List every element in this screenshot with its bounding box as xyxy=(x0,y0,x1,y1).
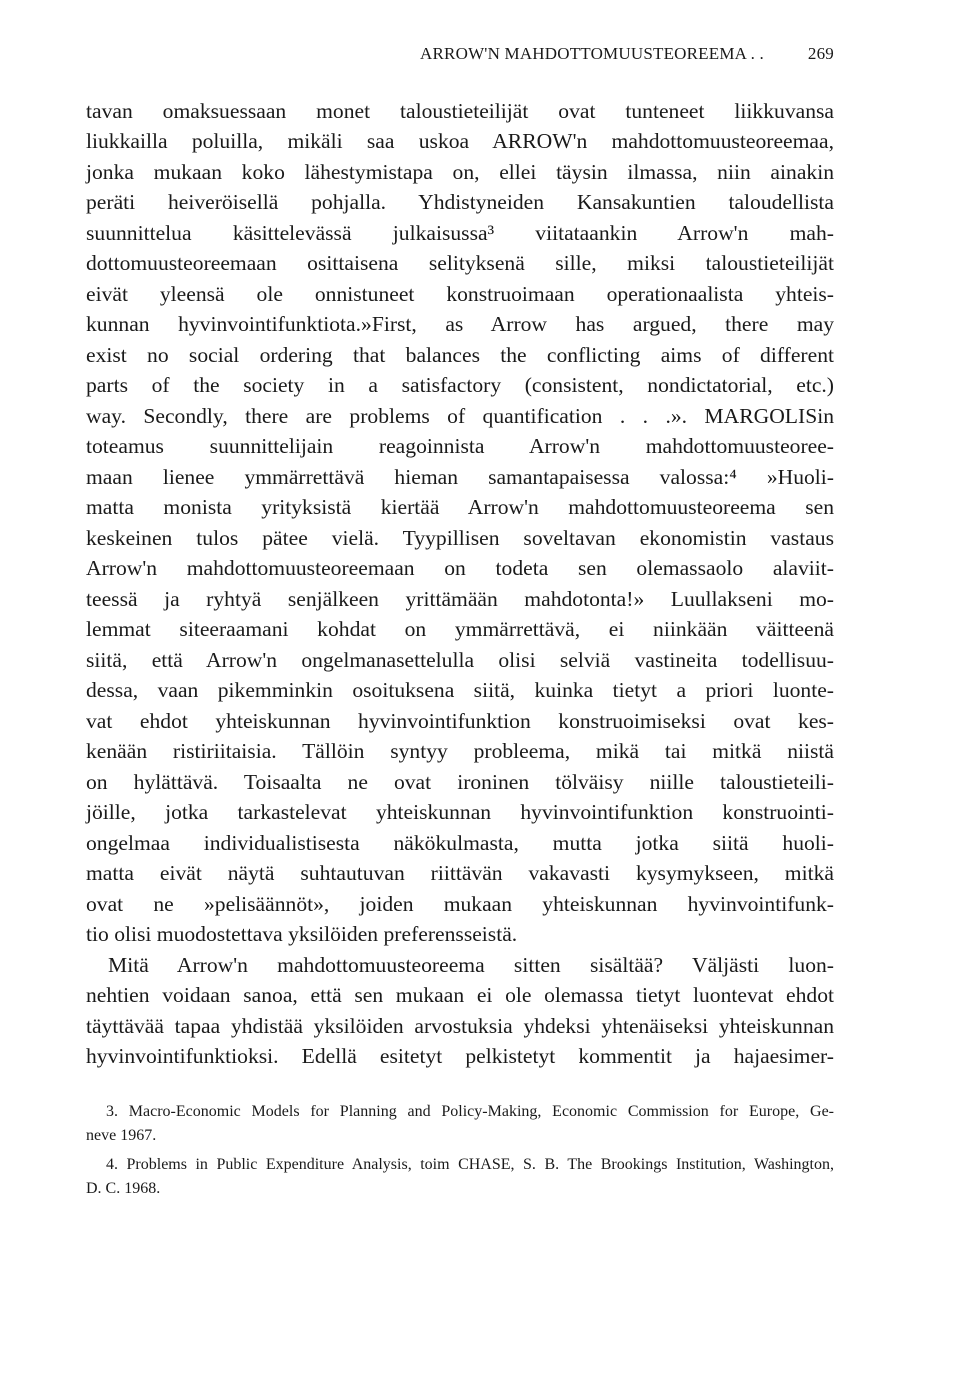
footnote-line: 3. Macro-Economic Models for Planning and Policy-Making, Economic Commission for Europe, Ge- xyxy=(106,1103,834,1120)
text-line: dessa, vaan pikemminkin osoituksena siitä, kuinka tietyt a priori luonte- xyxy=(86,678,834,702)
text-line: siitä, että Arrow'n ongelmanasettelulla olisi selviä vastineita todellisuu- xyxy=(86,648,834,672)
text-line: Arrow'n mahdottomuusteoreemaan on todeta sen olemassaolo alaviit- xyxy=(86,556,834,580)
text-line: parts of the society in a satisfactory (consistent, nondictatorial, etc.) xyxy=(86,373,834,397)
text-line: ongelmaa individualistisesta näkökulmasta, mutta jotka siitä huoli- xyxy=(86,831,834,855)
text-line: liukkailla poluilla, mikäli saa uskoa ARROW'n mahdottomuusteoreemaa, xyxy=(86,129,834,153)
text-line: suunnittelua käsittelevässä julkaisussa³ viitataankin Arrow'n mah- xyxy=(86,221,834,245)
text-line: tavan omaksuessaan monet taloustieteilijät ovat tunteneet liikkuvansa xyxy=(86,99,834,123)
footnote-line: neve 1967. xyxy=(86,1127,157,1144)
text-line: ovat ne »pelisäännöt», joiden mukaan yhteiskunnan hyvinvointifunk- xyxy=(86,892,834,916)
text-line: jonka mukaan koko lähestymistapa on, ellei täysin ilmassa, niin ainakin xyxy=(86,160,834,184)
text-line: täyttävää tapaa yhdistää yksilöiden arvostuksia yhdeksi yhtenäiseksi yhteiskunnan xyxy=(86,1014,834,1038)
text-line: way. Secondly, there are problems of quantification . . .». MARGOLISin xyxy=(86,404,834,428)
text-line: on hylättävä. Toisaalta ne ovat ironinen tölväisy niille taloustieteili- xyxy=(86,770,834,794)
text-line: jöille, jotka tarkastelevat yhteiskunnan hyvinvointifunktion konstruointi- xyxy=(86,800,834,824)
text-line: toteamus suunnittelijain reagoinnista Arrow'n mahdottomuusteoree- xyxy=(86,434,834,458)
text-line: vat ehdot yhteiskunnan hyvinvointifunktion konstruoimiseksi ovat kes- xyxy=(86,709,834,733)
text-line: dottomuusteoreemaan osittaisena selityksenä sille, miksi taloustieteilijät xyxy=(86,251,834,275)
running-title: ARROW'N MAHDOTTOMUUSTEOREEMA . . xyxy=(420,44,764,63)
text-line: tio olisi muodostettava yksilöiden preferensseistä. xyxy=(86,922,518,946)
footnote-line: D. C. 1968. xyxy=(86,1180,161,1197)
text-line: kunnan hyvinvointifunktiota.»First, as Arrow has argued, there may xyxy=(86,312,834,336)
footnote-line: 4. Problems in Public Expenditure Analysis, toim CHASE, S. B. The Brookings Institution, Washington, xyxy=(106,1156,834,1173)
text-line: peräti heiveröisellä pohjalla. Yhdistyneiden Kansakuntien taloudellista xyxy=(86,190,834,214)
text-line: eivät yleensä ole onnistuneet konstruoimaan operationaalista yhteis- xyxy=(86,282,834,306)
text-line: exist no social ordering that balances the conflicting aims of different xyxy=(86,343,834,367)
text-line: matta monista yrityksistä kiertää Arrow'n mahdottomuusteoreema sen xyxy=(86,495,834,519)
text-line: keskeinen tulos pätee vielä. Tyypillisen soveltavan ekonomistin vastaus xyxy=(86,526,834,550)
text-line: matta eivät näytä suhtautuvan riittävän vakavasti kysymykseen, mitkä xyxy=(86,861,834,885)
text-line: kenään ristiriitaisia. Tällöin syntyy probleema, mikä tai mitkä niistä xyxy=(86,739,834,763)
text-line: Mitä Arrow'n mahdottomuusteoreema sitten sisältää? Väljästi luon- xyxy=(108,953,834,977)
page-number: 269 xyxy=(807,44,834,63)
text-line: maan lienee ymmärrettävä hieman samantapaisessa valossa:⁴ »Huoli- xyxy=(86,465,834,489)
text-line: teessä ja ryhtyä senjälkeen yrittämään mahdotonta!» Luullakseni mo- xyxy=(86,587,834,611)
text-line: nehtien voidaan sanoa, että sen mukaan ei ole olemassa tietyt luontevat ehdot xyxy=(86,983,834,1007)
text-line: lemmat siteeraamani kohdat on ymmärrettävä, ei niinkään väitteenä xyxy=(86,617,834,641)
text-line: hyvinvointifunktioksi. Edellä esitetyt pelkistetyt kommentit ja hajaesimer- xyxy=(86,1044,834,1068)
